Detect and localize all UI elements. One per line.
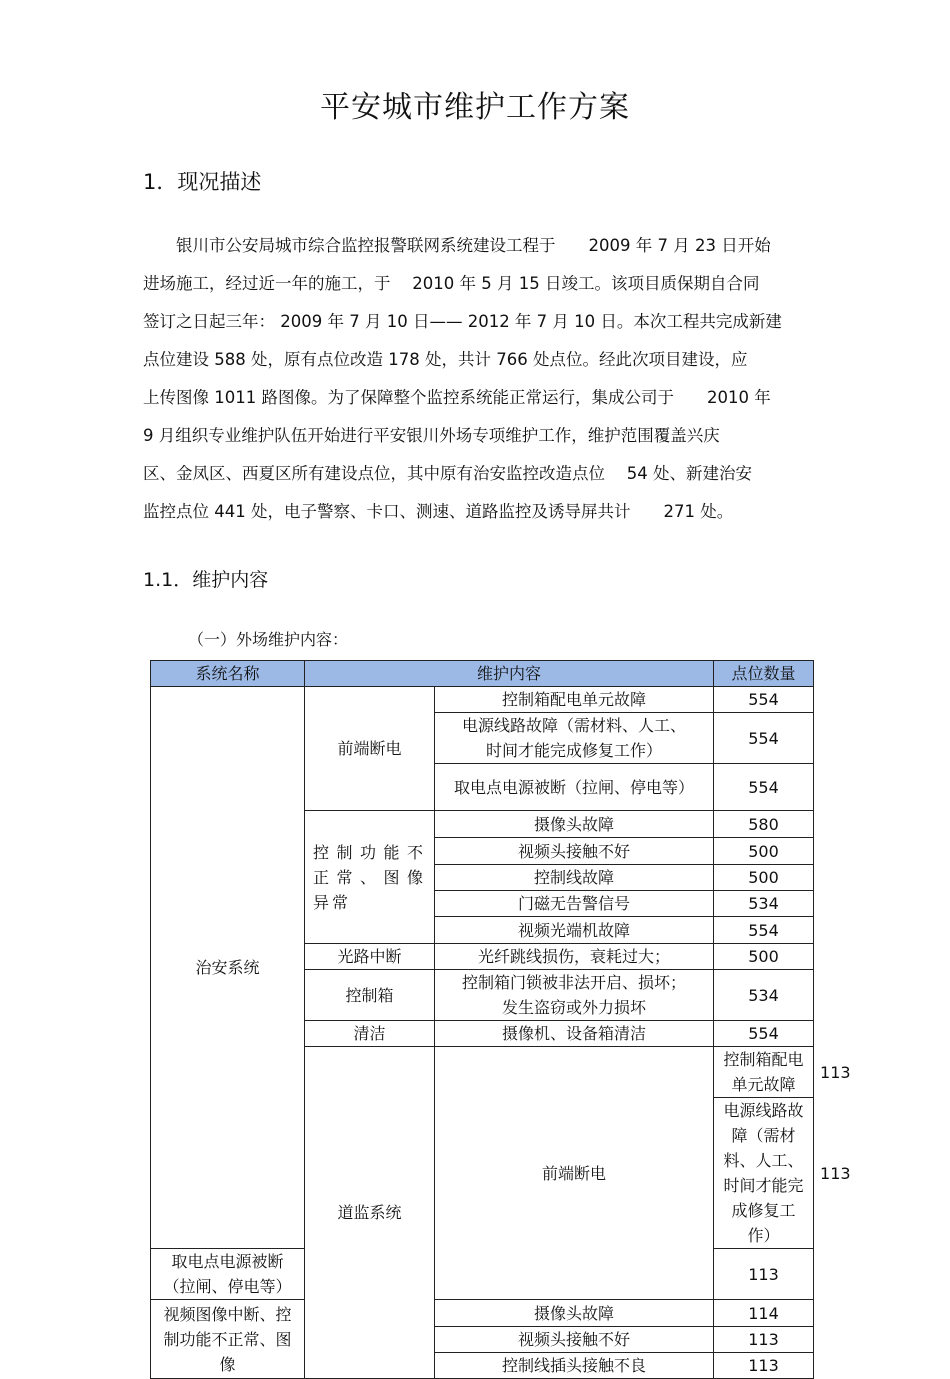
count-cell: 534 [714,891,814,917]
count-cell: 500 [714,944,814,970]
paragraph-line: 上传图像 1011 路图像。为了保障整个监控系统能正常运行，集成公司于 2010 年 [143,388,771,407]
group-cell: 前端断电 [305,687,435,811]
item-cell: 光纤跳线损伤，衰耗过大； [435,944,714,970]
count-cell: 534 [714,970,814,1021]
paragraph-line: 签订之日起三年： 2009 年 7 月 10 日—— 2012 年 7 月 10 日。本次工程共完成新建 [143,312,782,331]
item-cell: 取电点电源被断（拉闸、停电等） [151,1249,305,1300]
count-cell: 113 [714,1327,814,1353]
count-cell: 500 [714,838,814,865]
item-cell: 取电点电源被断（拉闸、停电等） [435,764,714,811]
item-cell [435,970,714,1021]
item-cell [714,1098,814,1249]
paragraph-line: 点位建设 588 处，原有点位改造 178 处，共计 766 处点位。经此次项目建设，应 [143,350,748,369]
count-cell: 554 [714,764,814,811]
table-row [151,1300,814,1327]
group-cell: 控制功能不正常、图像异常 [305,811,435,944]
item-cell: 摄像头故障 [435,811,714,838]
group-cell: 前端断电 [435,1047,714,1300]
item-line: 控制箱门锁被非法开启、损坏； [462,973,687,992]
group-cell: 视频图像中断、控制功能不正常、图像 [151,1300,305,1379]
item-cell: 控制线插头接触不良 [435,1353,714,1379]
item-cell: 门磁无告警信号 [435,891,714,917]
subheading-outdoor-maintenance: （一）外场维护内容： [188,630,349,649]
count-cell: 114 [714,1300,814,1327]
item-cell: 控制线故障 [435,865,714,891]
count-cell: 554 [714,713,814,764]
header-maintenance-content: 维护内容 [305,661,714,687]
section-heading-1: 1．现况描述 [143,170,262,194]
section-heading-1-1: 1.1．维护内容 [143,569,269,591]
paragraph-line: 区、金凤区、西夏区所有建设点位，其中原有治安监控改造点位 54 处、新建治安 [143,464,752,483]
paragraph-line: 监控点位 441 处，电子警察、卡口、测速、道路监控及诱导屏共计 271 处。 [143,502,734,521]
maintenance-table [150,660,851,1379]
count-cell: 554 [714,917,814,944]
count-cell: 500 [714,865,814,891]
group-cell: 控制箱 [305,970,435,1021]
item-cell: 摄像机、设备箱清洁 [435,1021,714,1047]
table-header-row [151,661,814,687]
item-line: 时间才能完成修复工作） [723,1176,804,1245]
group-cell: 清洁 [305,1021,435,1047]
item-line: 电源线路故障（需材料、人工、 [723,1101,804,1170]
paragraph-line: 进场施工，经过近一年的施工，于 2010 年 5 月 15 日竣工。该项目质保期自合同 [143,274,760,293]
item-cell: 控制箱配电单元故障 [435,687,714,713]
item-cell [435,713,714,764]
count-cell: 113 [714,1353,814,1379]
system-name-cell: 道监系统 [305,1047,435,1379]
count-cell: 113 [714,1249,814,1300]
paragraph-line: 银川市公安局城市综合监控报警联网系统建设工程于 2009 年 7 月 23 日开始 [143,236,771,255]
item-cell: 视频头接触不好 [435,1327,714,1353]
item-cell: 视频头接触不好 [435,838,714,865]
item-line: 发生盗窃或外力损坏 [502,998,647,1017]
header-point-count: 点位数量 [714,661,814,687]
count-cell: 554 [714,1021,814,1047]
paragraph-line: 9 月组织专业维护队伍开始进行平安银川外场专项维护工作，维护范围覆盖兴庆 [143,426,720,445]
item-line: 时间才能完成修复工作） [486,741,663,760]
group-cell: 光路中断 [305,944,435,970]
table-row: 道监系统 前端断电 控制箱配电单元故障 113 [151,1047,814,1098]
count-cell: 554 [714,687,814,713]
item-line: 电源线路故障（需材料、人工、 [462,716,687,735]
item-cell: 摄像头故障 [435,1300,714,1327]
table-row [151,687,814,713]
document-title: 平安城市维护工作方案 [320,90,630,125]
header-system-name: 系统名称 [151,661,305,687]
item-cell: 视频光端机故障 [435,917,714,944]
item-cell: 控制箱配电单元故障 [714,1047,814,1098]
system-name-cell: 治安系统 [151,687,305,1249]
table-row: 电源线路故障（需材料、人工、 时间才能完成修复工作） 113 [151,1098,814,1249]
count-cell: 580 [714,811,814,838]
